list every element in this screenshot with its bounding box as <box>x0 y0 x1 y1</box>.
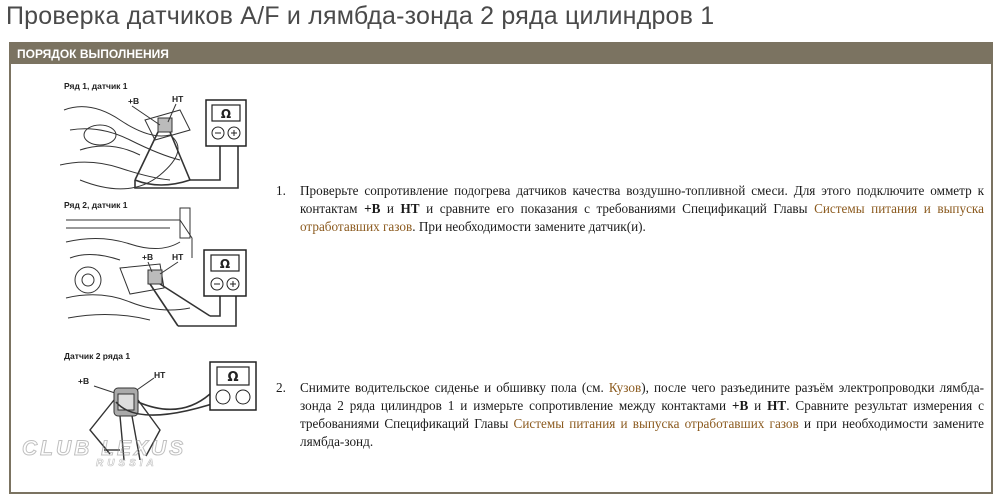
plus-b-label: +B <box>142 252 154 262</box>
ht-label: HT <box>172 252 184 262</box>
svg-text:Ω: Ω <box>227 370 239 385</box>
plus-b-label: +B <box>78 376 90 386</box>
step-number: 2. <box>276 380 286 395</box>
step-2 <box>276 379 984 451</box>
step-1 <box>276 182 984 236</box>
step-number: 1. <box>276 183 286 198</box>
figure-bank1-sensor1-drawing <box>60 80 250 190</box>
figure-bank2-sensor1-drawing <box>60 198 250 328</box>
figure-label: Датчик 2 ряда 1 <box>64 351 131 361</box>
figure-bank1-sensor1 <box>60 80 250 190</box>
link-fuel-exhaust-systems[interactable]: Системы питания и выпуска отработавших газов <box>513 416 799 431</box>
contact-ht: HT <box>767 398 787 413</box>
figure-rear-sensor <box>60 350 260 460</box>
figure-rear-sensor-drawing <box>60 350 260 460</box>
ohmmeter-icon <box>204 250 246 296</box>
contact-ht: HT <box>400 201 420 216</box>
figure-label: Ряд 1, датчик 1 <box>64 81 128 91</box>
ohmmeter-icon <box>206 100 246 146</box>
figure-label: Ряд 2, датчик 1 <box>64 200 128 210</box>
plus-b-label: +B <box>128 96 140 106</box>
contact-plus-b: +B <box>364 201 381 216</box>
svg-text:Ω: Ω <box>220 107 232 121</box>
ohmmeter-icon <box>210 362 256 410</box>
link-body[interactable]: Кузов <box>608 380 642 395</box>
link-fuel-exhaust-systems[interactable]: Системы питания и выпуска отработавших газов <box>300 201 984 234</box>
step-text: Снимите водительское сиденье и обшивку пола (см. Кузов), после чего разъедините разъём электропроводки лямбда-зонда 2 ряда цилиндров 1 и измерьте сопротивление между контактами +B и HT. Сравните результат измерения с требованиями Спецификаций Главы Системы питания и выпуска отработавших газов и при необходимости замените лямбда-зонд. <box>300 380 985 449</box>
figure-bank2-sensor1 <box>60 198 250 328</box>
svg-text:Ω: Ω <box>219 257 231 271</box>
step-text: Проверьте сопротивление подогрева датчиков качества воздушно-топливной смеси. Для этого подключите омметр к контактам +B и HT и сравните его показания с требованиями Спецификаций Главы Системы питания и выпуска отработавших газов. При необходимости замените датчик(и). <box>300 183 984 234</box>
contact-plus-b: +B <box>731 398 749 413</box>
ht-label: HT <box>172 94 184 104</box>
ht-label: HT <box>154 370 166 380</box>
panel-header: ПОРЯДОК ВЫПОЛНЕНИЯ <box>11 44 991 64</box>
page-title: Проверка датчиков A/F и лямбда-зонда 2 ряда цилиндров 1 <box>6 2 715 30</box>
